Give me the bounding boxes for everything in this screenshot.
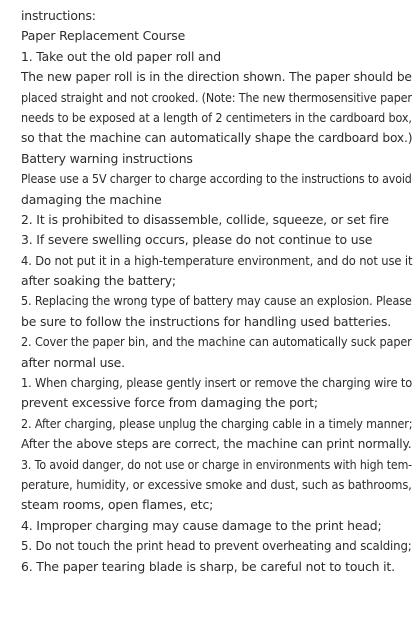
text-line: 2. Cover the paper bin, and the machine can automatically suck paper [21,334,412,350]
text-line: 6. The paper tearing blade is sharp, be careful not to touch it. [21,558,395,574]
text-line: after soaking the battery; [21,273,176,289]
text-line: 4. Do not put it in a high-temperature environment, and do not use it [21,252,413,268]
text-line: perature, humidity, or excessive smoke and dust, such as bathrooms, [21,476,412,492]
text-line: After the above steps are correct, the machine can print normally. [21,436,412,452]
text-line: prevent excessive force from damaging the port; [21,395,318,411]
heading-paper-replacement: Paper Replacement Course [21,28,186,44]
text-line: so that the machine can automatically shape the cardboard box.) [21,130,413,146]
text-line: The new paper roll is in the direction shown. The paper should be [21,69,412,85]
text-line: 5. Replacing the wrong type of battery may cause an explosion. Please [21,293,412,309]
text-line: 1. When charging, please gently insert or remove the charging wire to [21,375,413,391]
text-line: steam rooms, open flames, etc; [21,497,214,513]
text-line: 5. Do not touch the print head to prevent overheating and scalding; [21,538,412,554]
text-line: needs to be exposed at a length of 2 centimeters in the cardboard box, [21,109,412,125]
text-line: after normal use. [21,354,125,370]
heading-instructions: instructions: [21,8,96,23]
text-line: 2. It is prohibited to disassemble, collide, squeeze, or set fire [21,211,389,227]
text-line: damaging the machine [21,191,162,207]
text-line: 3. If severe swelling occurs, please do not continue to use [21,232,373,248]
text-line: placed straight and not crooked. (Note: The new thermosensitive paper [21,89,412,105]
text-line: 1. Take out the old paper roll and [21,48,221,64]
text-line: 3. To avoid danger, do not use or charge in environments with high tem- [21,456,413,472]
text-line: 4. Improper charging may cause damage to the print head; [21,517,382,533]
heading-battery-warning: Battery warning instructions [21,150,193,166]
text-line: be sure to follow the instructions for handling used batteries. [21,313,392,329]
text-line: 2. After charging, please unplug the charging cable in a timely manner; [21,415,413,431]
text-line: Please use a 5V charger to charge according to the instructions to avoid [21,171,412,187]
